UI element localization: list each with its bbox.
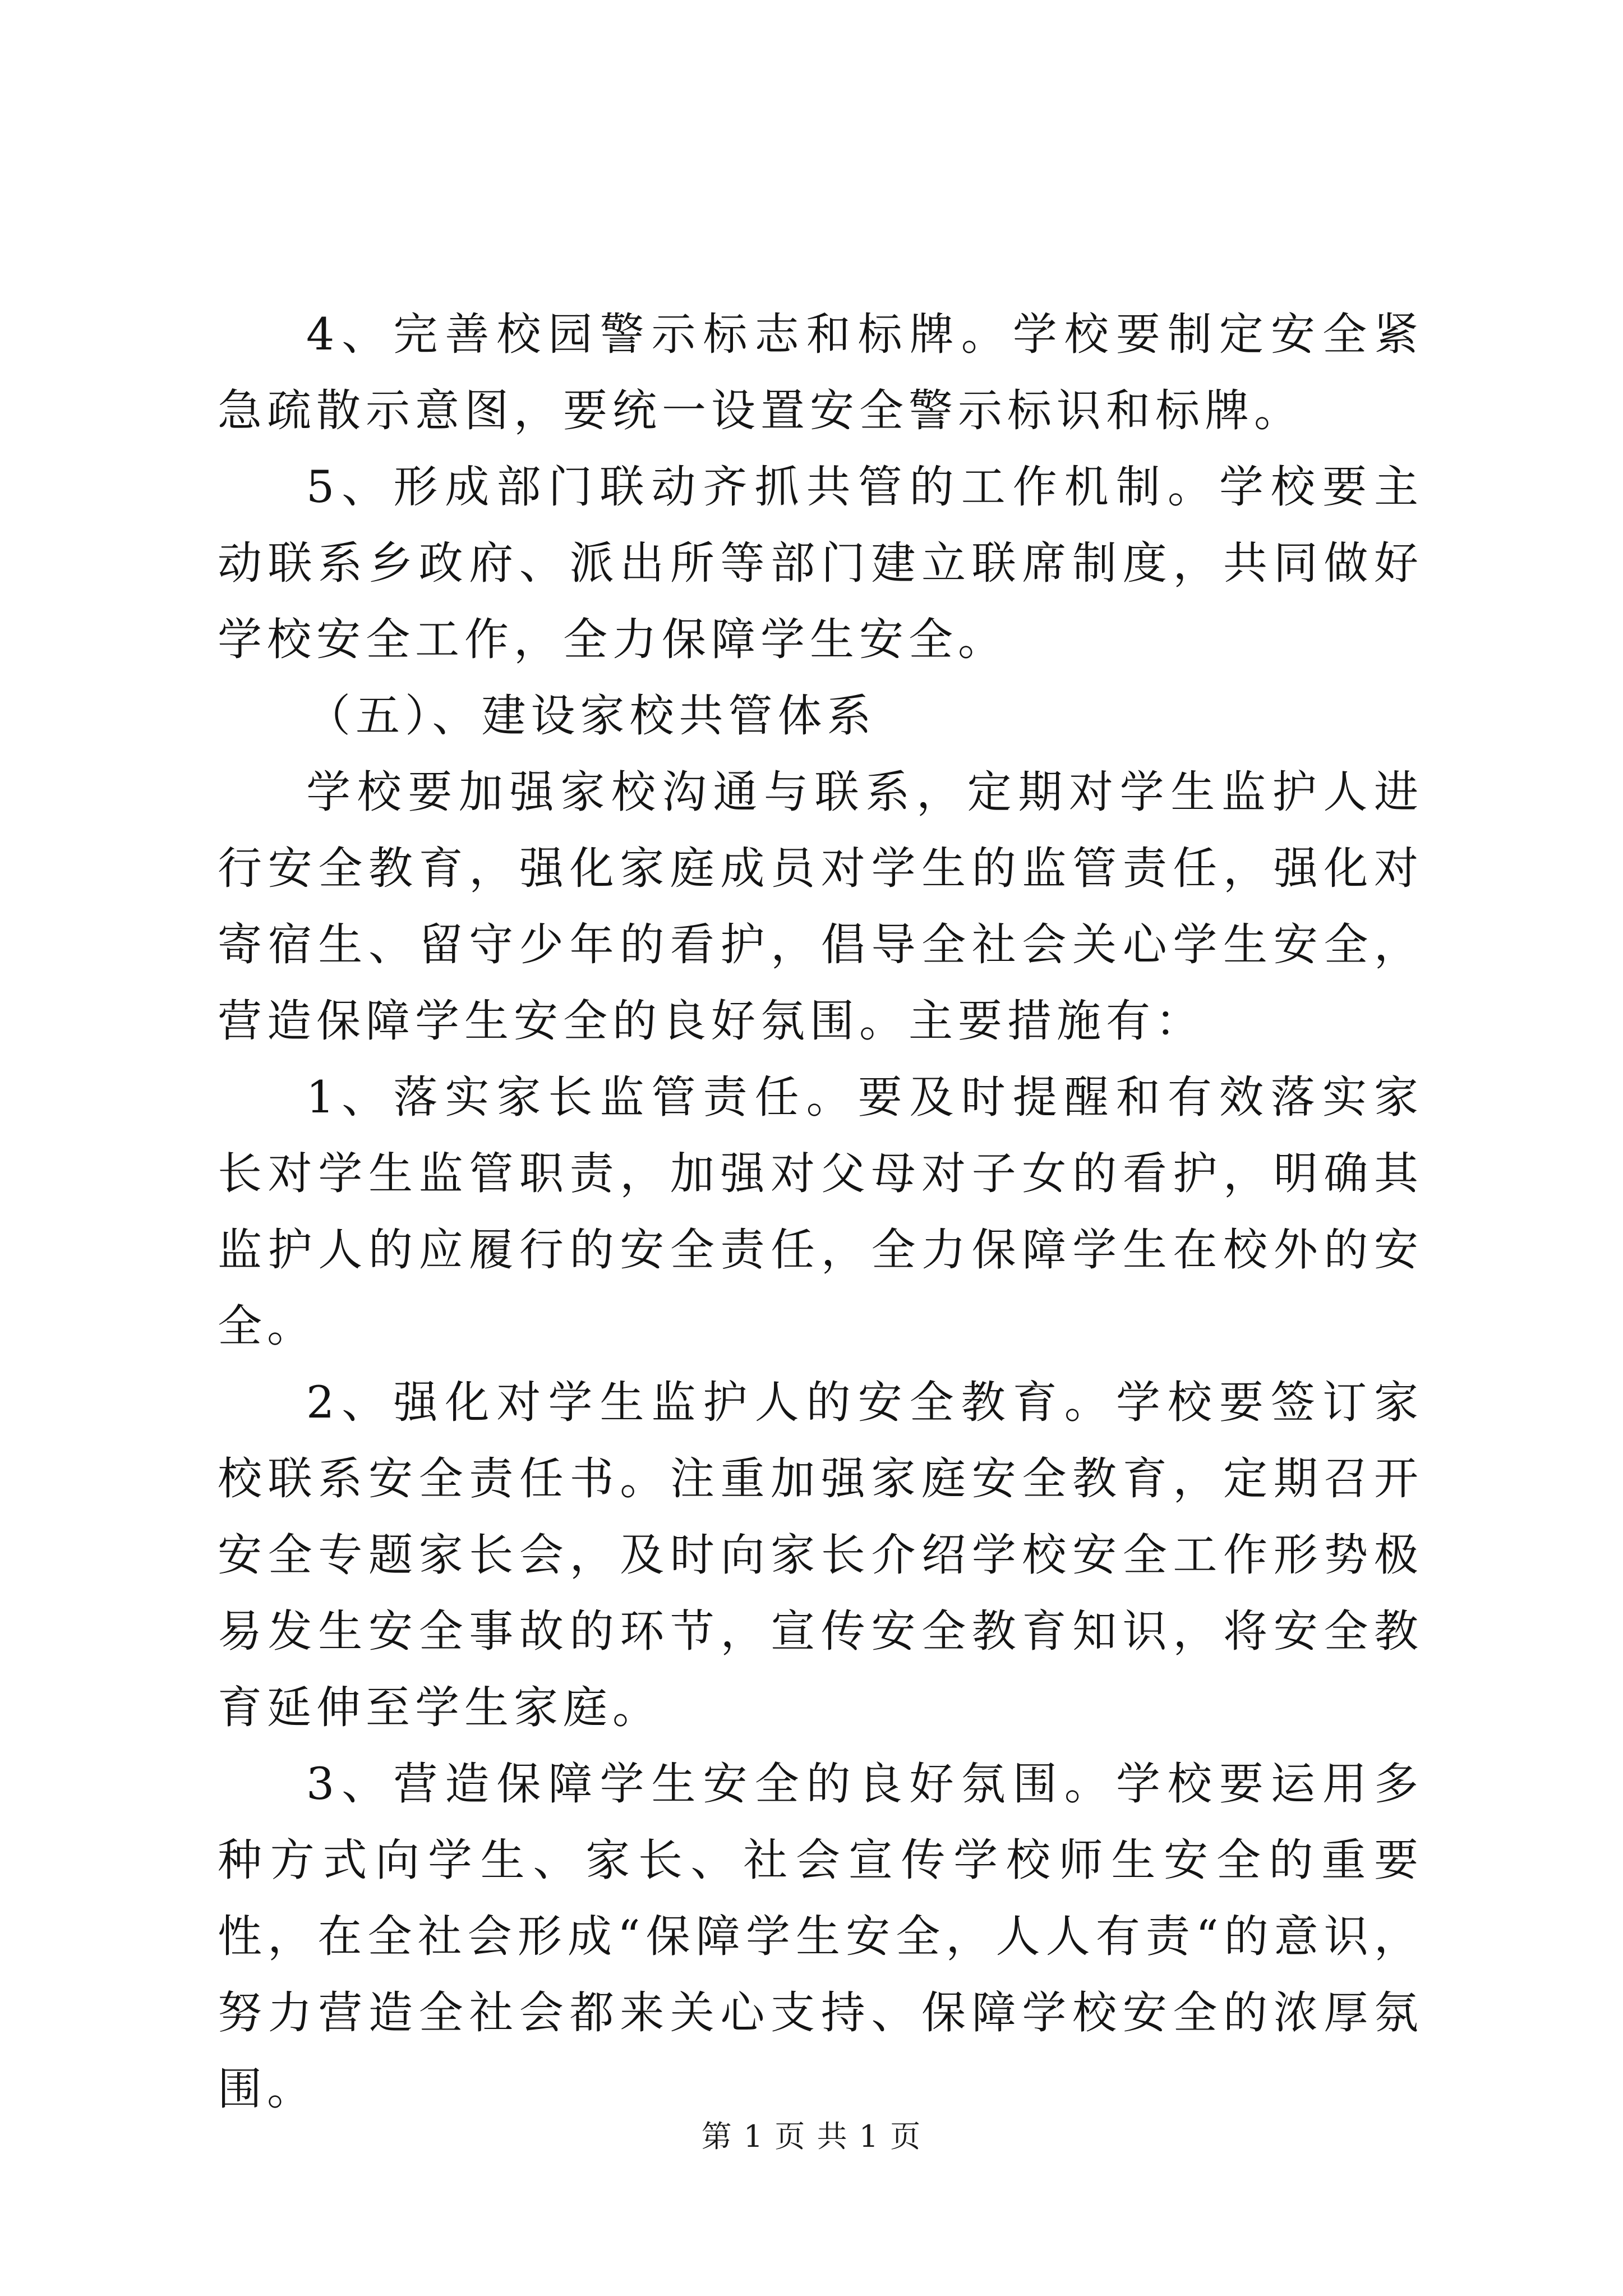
section-intro-paragraph: 学校要加强家校沟通与联系，定期对学生监护人进行安全教育，强化家庭成员对学生的监管责任，强化对寄宿生、留守少年的看护，倡导全社会关心学生安全，营造保障学生安全的良好氛围。主要措施有：	[218, 766, 1423, 1047]
document-body	[218, 296, 1423, 2127]
page-footer: 第 1 页 共 1 页	[701, 2119, 922, 2154]
paragraph-item-4: 4、完善校园警示标志和标牌。学校要制定安全紧急疏散示意图，要统一设置安全警示标识和标牌。	[218, 309, 1423, 436]
paragraph-measure-1: 1、落实家长监管责任。要及时提醒和有效落实家长对学生监管职责，加强对父母对子女的看护，明确其监护人的应履行的安全责任，全力保障学生在校外的安全。	[218, 1071, 1423, 1352]
paragraph-measure-3: 3、营造保障学生安全的良好氛围。学校要运用多种方式向学生、家长、社会宣传学校师生安全的重要性，在全社会形成“保障学生安全，人人有责“的意识，努力营造全社会都来关心支持、保障学校安全的浓厚氛围。	[218, 1758, 1423, 2115]
paragraph-item-5: 5、形成部门联动齐抓共管的工作机制。学校要主动联系乡政府、派出所等部门建立联席制度，共同做好学校安全工作，全力保障学生安全。	[218, 461, 1423, 665]
section-heading-5: （五）、建设家校共管体系	[306, 690, 877, 742]
paragraph-measure-2: 2、强化对学生监护人的安全教育。学校要签订家校联系安全责任书。注重加强家庭安全教育，定期召开安全专题家长会，及时向家长介绍学校安全工作形势极易发生安全事故的环节，宣传安全教育知识，将安全教育延伸至学生家庭。	[218, 1377, 1423, 1733]
